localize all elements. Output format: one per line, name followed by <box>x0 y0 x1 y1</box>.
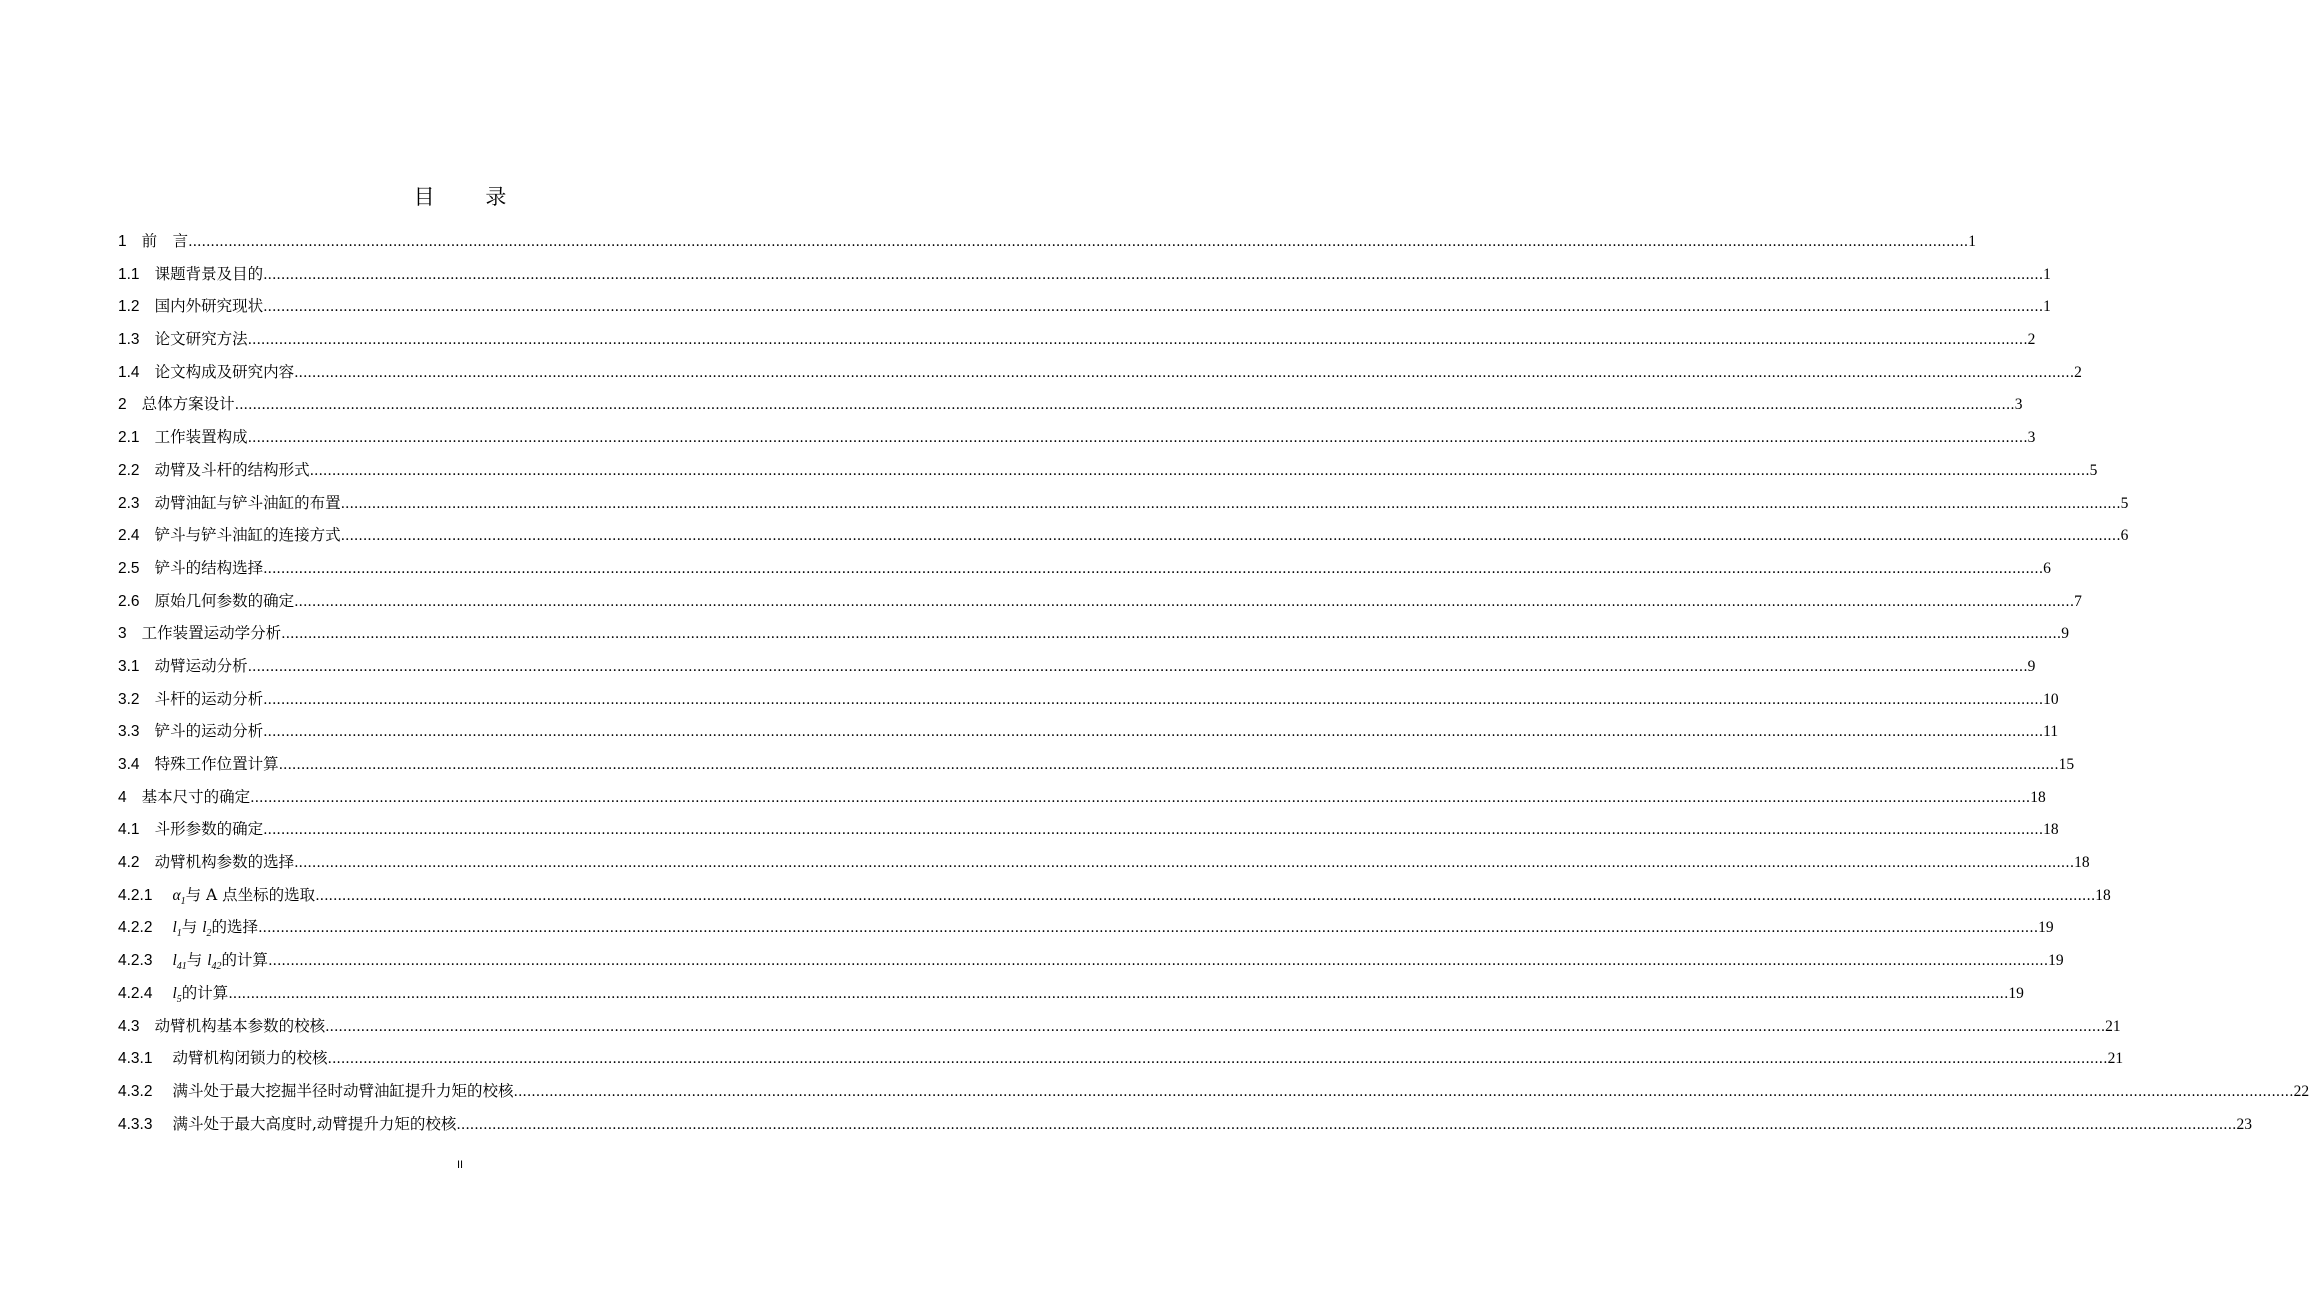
toc-leader-dots: ................................................................................................................................................................................................................................................................................................................................................................................................................ <box>327 1051 2108 1068</box>
toc-entry[interactable] <box>118 456 2098 489</box>
toc-entry[interactable] <box>118 783 2046 816</box>
toc-entry[interactable] <box>118 750 2075 783</box>
toc-entry-page: 9 <box>2027 657 2036 675</box>
toc-entry-page: 21 <box>2105 1017 2121 1035</box>
toc-leader-dots: ................................................................................................................................................................................................................................................................................................................................................................................................................ <box>340 528 2121 545</box>
toc-entry-number: 4.3 <box>118 1017 140 1035</box>
toc-entry[interactable] <box>118 685 2059 718</box>
toc-list <box>118 227 2309 1142</box>
toc-leader-dots: ................................................................................................................................................................................................................................................................................................................................................................................................................ <box>278 757 2059 773</box>
toc-entry-title: 动臂及斗杆的结构形式 <box>154 460 310 479</box>
toc-entry[interactable] <box>118 1110 2252 1143</box>
toc-leader-dots: ................................................................................................................................................................................................................................................................................................................................................................................................................ <box>258 920 2039 937</box>
toc-leader-dots: ................................................................................................................................................................................................................................................................................................................................................................................................................ <box>309 462 2090 479</box>
toc-entry-page: 3 <box>2027 429 2036 447</box>
toc-entry-number: 4.3.1 <box>118 1050 153 1068</box>
toc-entry-number: 2.4 <box>118 527 140 545</box>
toc-entry-number: 3.3 <box>118 723 140 741</box>
toc-title: 目 录 <box>413 185 529 209</box>
toc-entry[interactable] <box>118 587 2082 620</box>
toc-entry[interactable] <box>118 423 2036 456</box>
toc-entry-page: 21 <box>2107 1050 2124 1068</box>
toc-leader-dots: ................................................................................................................................................................................................................................................................................................................................................................................................................ <box>263 822 2044 839</box>
toc-entry[interactable] <box>118 848 2090 881</box>
toc-leader-dots: ................................................................................................................................................................................................................................................................................................................................................................................................................ <box>268 953 2049 970</box>
toc-entry[interactable] <box>118 1044 2124 1077</box>
toc-entry-page: 5 <box>2120 494 2129 512</box>
toc-entry-title: 总体方案设计 <box>141 395 235 414</box>
toc-leader-dots: ................................................................................................................................................................................................................................................................................................................................................................................................................ <box>234 397 2015 414</box>
toc-entry[interactable] <box>118 292 2051 325</box>
toc-leader-dots: ................................................................................................................................................................................................................................................................................................................................................................................................................ <box>294 593 2075 610</box>
toc-entry[interactable] <box>118 358 2082 391</box>
toc-entry-page: 6 <box>2043 559 2051 577</box>
toc-entry[interactable] <box>118 815 2059 848</box>
toc-entry-title: 动臂运动分析 <box>154 656 248 675</box>
toc-entry-page: 22 <box>2293 1082 2309 1100</box>
toc-entry-number: 2.1 <box>118 429 140 447</box>
toc-leader-dots: ................................................................................................................................................................................................................................................................................................................................................................................................................ <box>263 560 2044 577</box>
toc-entry-title: 课题背景及目的 <box>154 264 264 283</box>
toc-entry-number: 2 <box>118 396 127 414</box>
toc-entry[interactable] <box>118 325 2036 358</box>
toc-entry-number: 4 <box>118 788 127 806</box>
toc-entry-number: 4.3.2 <box>118 1082 153 1100</box>
toc-leader-dots: ................................................................................................................................................................................................................................................................................................................................................................................................................ <box>456 1116 2237 1133</box>
toc-entry[interactable] <box>118 554 2051 587</box>
toc-entry-number: 3.4 <box>118 756 140 773</box>
toc-leader-dots: ................................................................................................................................................................................................................................................................................................................................................................................................................ <box>294 855 2075 872</box>
toc-entry[interactable] <box>118 881 2111 914</box>
toc-entry-number: 1.4 <box>118 363 140 381</box>
toc-entry[interactable] <box>118 489 2129 522</box>
toc-entry-page: 10 <box>2043 690 2059 708</box>
toc-entry-number: 1 <box>118 233 127 250</box>
toc-entry-page: 19 <box>2038 919 2054 937</box>
toc-entry-title: 铲斗的运动分析 <box>154 722 264 741</box>
toc-entry-number: 2.5 <box>118 559 140 577</box>
toc-entry-page: 5 <box>2089 461 2098 479</box>
toc-entry-page: 7 <box>2074 592 2082 610</box>
toc-entry-title: 论文构成及研究内容 <box>154 362 295 381</box>
toc-entry[interactable] <box>118 946 2064 979</box>
toc-entry[interactable] <box>118 619 2069 652</box>
toc-entry-title: 工作装置构成 <box>154 428 248 447</box>
toc-entry[interactable] <box>118 1012 2121 1045</box>
toc-entry-number: 4.1 <box>118 821 140 839</box>
toc-entry-page: 18 <box>2095 886 2111 904</box>
toc-entry-title: 斗形参数的确定 <box>154 820 264 839</box>
toc-leader-dots: ................................................................................................................................................................................................................................................................................................................................................................................................................ <box>340 495 2121 512</box>
toc-entry-number: 4.2.4 <box>118 984 153 1002</box>
toc-entry-title: $l_{41}$与 $l_{42}$的计算 <box>172 951 269 973</box>
toc-entry[interactable] <box>118 260 2051 293</box>
toc-entry-number: 1.1 <box>118 265 140 283</box>
toc-entry-title: 铲斗与铲斗油缸的连接方式 <box>154 526 341 545</box>
toc-entry-page: 23 <box>2236 1115 2252 1133</box>
toc-entry[interactable] <box>118 913 2054 946</box>
toc-entry-page: 19 <box>2048 952 2064 970</box>
toc-leader-dots: ................................................................................................................................................................................................................................................................................................................................................................................................................ <box>263 299 2044 316</box>
toc-entry[interactable] <box>118 227 1976 260</box>
toc-entry-title: 动臂机构闭锁力的校核 <box>172 1049 328 1068</box>
toc-leader-dots: ................................................................................................................................................................................................................................................................................................................................................................................................................ <box>263 691 2044 708</box>
toc-entry-page: 1 <box>1968 233 1976 250</box>
toc-entry-page: 3 <box>2014 396 2023 414</box>
toc-entry-title: 动臂油缸与铲斗油缸的布置 <box>154 493 341 512</box>
toc-leader-dots: ................................................................................................................................................................................................................................................................................................................................................................................................................ <box>315 887 2096 904</box>
toc-leader-dots: ................................................................................................................................................................................................................................................................................................................................................................................................................ <box>281 626 2062 643</box>
toc-entry-title: 工作装置运动学分析 <box>141 624 282 643</box>
toc-entry-number: 4.2 <box>118 854 140 872</box>
toc-leader-dots: ................................................................................................................................................................................................................................................................................................................................................................................................................ <box>247 658 2028 675</box>
toc-entry-page: 18 <box>2043 821 2059 839</box>
toc-entry-page: 11 <box>2043 723 2059 741</box>
toc-entry-title: 铲斗的结构选择 <box>154 558 264 577</box>
toc-entry-page: 6 <box>2120 527 2129 545</box>
toc-entry-title: 基本尺寸的确定 <box>141 787 251 806</box>
toc-entry-number: 1.3 <box>118 331 140 349</box>
toc-entry[interactable] <box>118 521 2129 554</box>
toc-entry[interactable] <box>118 1077 2309 1110</box>
toc-entry-page: 1 <box>2043 265 2051 283</box>
toc-entry-title: 斗杆的运动分析 <box>154 689 264 708</box>
toc-entry-title: $l_1$与 $l_2$的选择 <box>172 918 259 940</box>
toc-entry-page: 1 <box>2043 298 2051 316</box>
toc-entry-number: 3.2 <box>118 690 140 708</box>
toc-entry-title: 动臂机构基本参数的校核 <box>154 1016 326 1035</box>
toc-entry-title: $\alpha_1$与 A 点坐标的选取 <box>172 885 316 907</box>
page-number-footer: II <box>456 1159 464 1171</box>
toc-entry-title: 论文研究方法 <box>154 330 248 349</box>
toc-entry-number: 4.2.3 <box>118 952 153 970</box>
toc-leader-dots: ................................................................................................................................................................................................................................................................................................................................................................................................................ <box>250 789 2031 806</box>
toc-entry-title: 前 言 <box>141 232 189 250</box>
toc-entry-number: 2.3 <box>118 494 140 512</box>
toc-leader-dots: ................................................................................................................................................................................................................................................................................................................................................................................................................ <box>188 234 1969 250</box>
toc-entry[interactable] <box>118 652 2036 685</box>
toc-entry-title: 动臂机构参数的选择 <box>154 853 295 872</box>
toc-entry[interactable] <box>118 979 2024 1012</box>
toc-leader-dots: ................................................................................................................................................................................................................................................................................................................................................................................................................ <box>513 1083 2294 1100</box>
toc-entry-page: 19 <box>2008 984 2024 1002</box>
toc-entry-page: 18 <box>2030 788 2046 806</box>
toc-entry-title: 满斗处于最大高度时,动臂提升力矩的校核 <box>172 1114 457 1133</box>
toc-leader-dots: ................................................................................................................................................................................................................................................................................................................................................................................................................ <box>263 724 2044 741</box>
toc-entry[interactable] <box>118 390 2023 423</box>
toc-entry-number: 1.2 <box>118 298 140 316</box>
toc-entry-page: 2 <box>2074 363 2082 381</box>
toc-entry-title: 原始几何参数的确定 <box>154 591 295 610</box>
toc-entry-number: 4.3.3 <box>118 1115 153 1133</box>
toc-entry-number: 2.6 <box>118 592 140 610</box>
toc-entry-title: 特殊工作位置计算 <box>154 755 279 773</box>
toc-entry-page: 18 <box>2074 854 2090 872</box>
toc-leader-dots: ................................................................................................................................................................................................................................................................................................................................................................................................................ <box>247 332 2028 349</box>
toc-entry[interactable] <box>118 717 2059 750</box>
toc-entry-title: $l_5$的计算 <box>172 983 229 1005</box>
toc-entry-page: 9 <box>2061 625 2069 643</box>
toc-leader-dots: ................................................................................................................................................................................................................................................................................................................................................................................................................ <box>294 364 2075 381</box>
toc-leader-dots: ................................................................................................................................................................................................................................................................................................................................................................................................................ <box>325 1018 2106 1035</box>
toc-leader-dots: ................................................................................................................................................................................................................................................................................................................................................................................................................ <box>263 266 2044 283</box>
toc-entry-number: 4.2.1 <box>118 886 153 904</box>
toc-entry-number: 2.2 <box>118 461 140 479</box>
toc-entry-number: 4.2.2 <box>118 919 153 937</box>
toc-leader-dots: ................................................................................................................................................................................................................................................................................................................................................................................................................ <box>247 430 2028 447</box>
toc-entry-number: 3.1 <box>118 657 140 675</box>
toc-entry-number: 3 <box>118 625 127 643</box>
toc-entry-title: 满斗处于最大挖掘半径时动臂油缸提升力矩的校核 <box>172 1081 514 1100</box>
toc-entry-page: 15 <box>2058 756 2075 773</box>
toc-entry-page: 2 <box>2027 331 2036 349</box>
toc-entry-title: 国内外研究现状 <box>154 297 264 316</box>
toc-leader-dots: ................................................................................................................................................................................................................................................................................................................................................................................................................ <box>228 985 2009 1002</box>
